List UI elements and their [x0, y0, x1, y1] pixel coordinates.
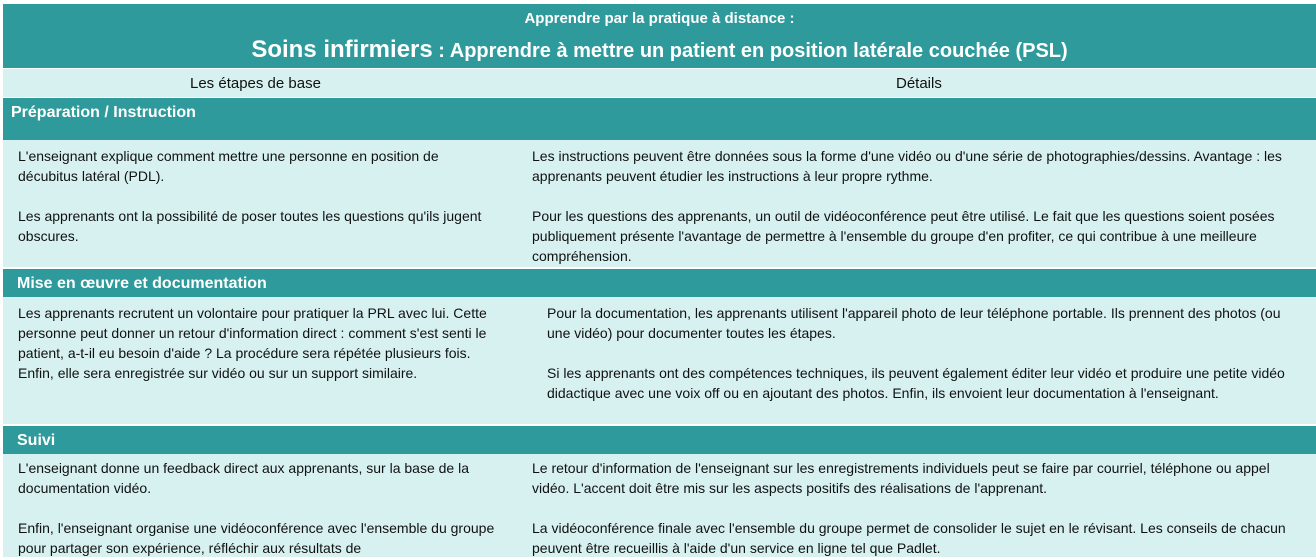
document-title [3, 36, 1316, 64]
section-title: Suivi [17, 432, 56, 449]
detail-text: La vidéoconférence finale avec l'ensemble du groupe permet de consolider le sujet en le révisant. Les conseils de chacun peuvent être recueillis à l'aide d'un service en ligne tel que Padlet. [532, 520, 1286, 556]
step-text: Les apprenants ont la possibilité de poser toutes les questions qu'ils jugent obscures. [18, 208, 482, 244]
section-body-preparation [3, 140, 1316, 267]
section-body-implementation [3, 297, 1316, 424]
detail-text: Le retour d'information de l'enseignant sur les enregistrements individuels peut se faire par courriel, téléphone ou appel vidéo. L'accent doit être mis sur les aspects positifs des réalisations de l'apprenant. [532, 460, 1270, 496]
detail-text: Les instructions peuvent être données sous la forme d'une vidéo ou d'une série de photographies/dessins. Avantage : les apprenants peuvent étudier les instructions à leur propre rythme. [532, 148, 1282, 184]
document-header [3, 4, 1316, 68]
section-title: Préparation / Instruction [11, 104, 196, 121]
column-headers [3, 69, 1316, 97]
section-body-followup [3, 454, 1316, 557]
section-title: Mise en œuvre et documentation [17, 275, 267, 292]
section-header-preparation [3, 98, 1316, 140]
section-header-followup [3, 426, 1316, 454]
column-header-right: Détails [896, 75, 942, 92]
detail-text: Si les apprenants ont des compétences techniques, ils peuvent également éditer leur vidéo et produire une petite vidéo didactique avec une voix off ou en ajoutant des photos. Enfin, ils envoient leur documentation à l'enseignant. [547, 365, 1285, 401]
step-text: Enfin, l'enseignant organise une vidéoconférence avec l'ensemble du groupe pour partager son expérience, réfléchir aux résultats de [18, 520, 495, 556]
step-text: Les apprenants recrutent un volontaire pour pratiquer la PRL avec lui. Cette personne peut donner un retour d'information direct : comment s'est senti le patient, a-t-il eu besoin d'aide ? La procédure sera répétée plusieurs fois. Enfin, elle sera enregistrée sur vidéo ou sur un support similaire. [18, 305, 487, 381]
step-text: L'enseignant donne un feedback direct aux apprenants, sur la base de la documentation vidéo. [18, 460, 469, 496]
title-main: Soins infirmiers [251, 36, 433, 63]
detail-text: Pour la documentation, les apprenants utilisent l'appareil photo de leur téléphone portable. Ils prennent des photos (ou une vidéo) pour documenter toutes les étapes. [547, 305, 1281, 341]
title-rest: : Apprendre à mettre un patient en position latérale couchée (PSL) [432, 40, 1068, 62]
column-header-left: Les étapes de base [190, 75, 321, 92]
step-text: L'enseignant explique comment mettre une personne en position de décubitus latéral (PDL). [18, 148, 439, 184]
header-kicker: Apprendre par la pratique à distance : [524, 10, 795, 27]
section-header-implementation [3, 269, 1316, 297]
detail-text: Pour les questions des apprenants, un outil de vidéoconférence peut être utilisé. Le fait que les questions soient posées publiquement présente l'avantage de permettre à l'ensemble du groupe d'en profiter, ce qui contribue à une meilleure compréhension. [532, 208, 1275, 264]
